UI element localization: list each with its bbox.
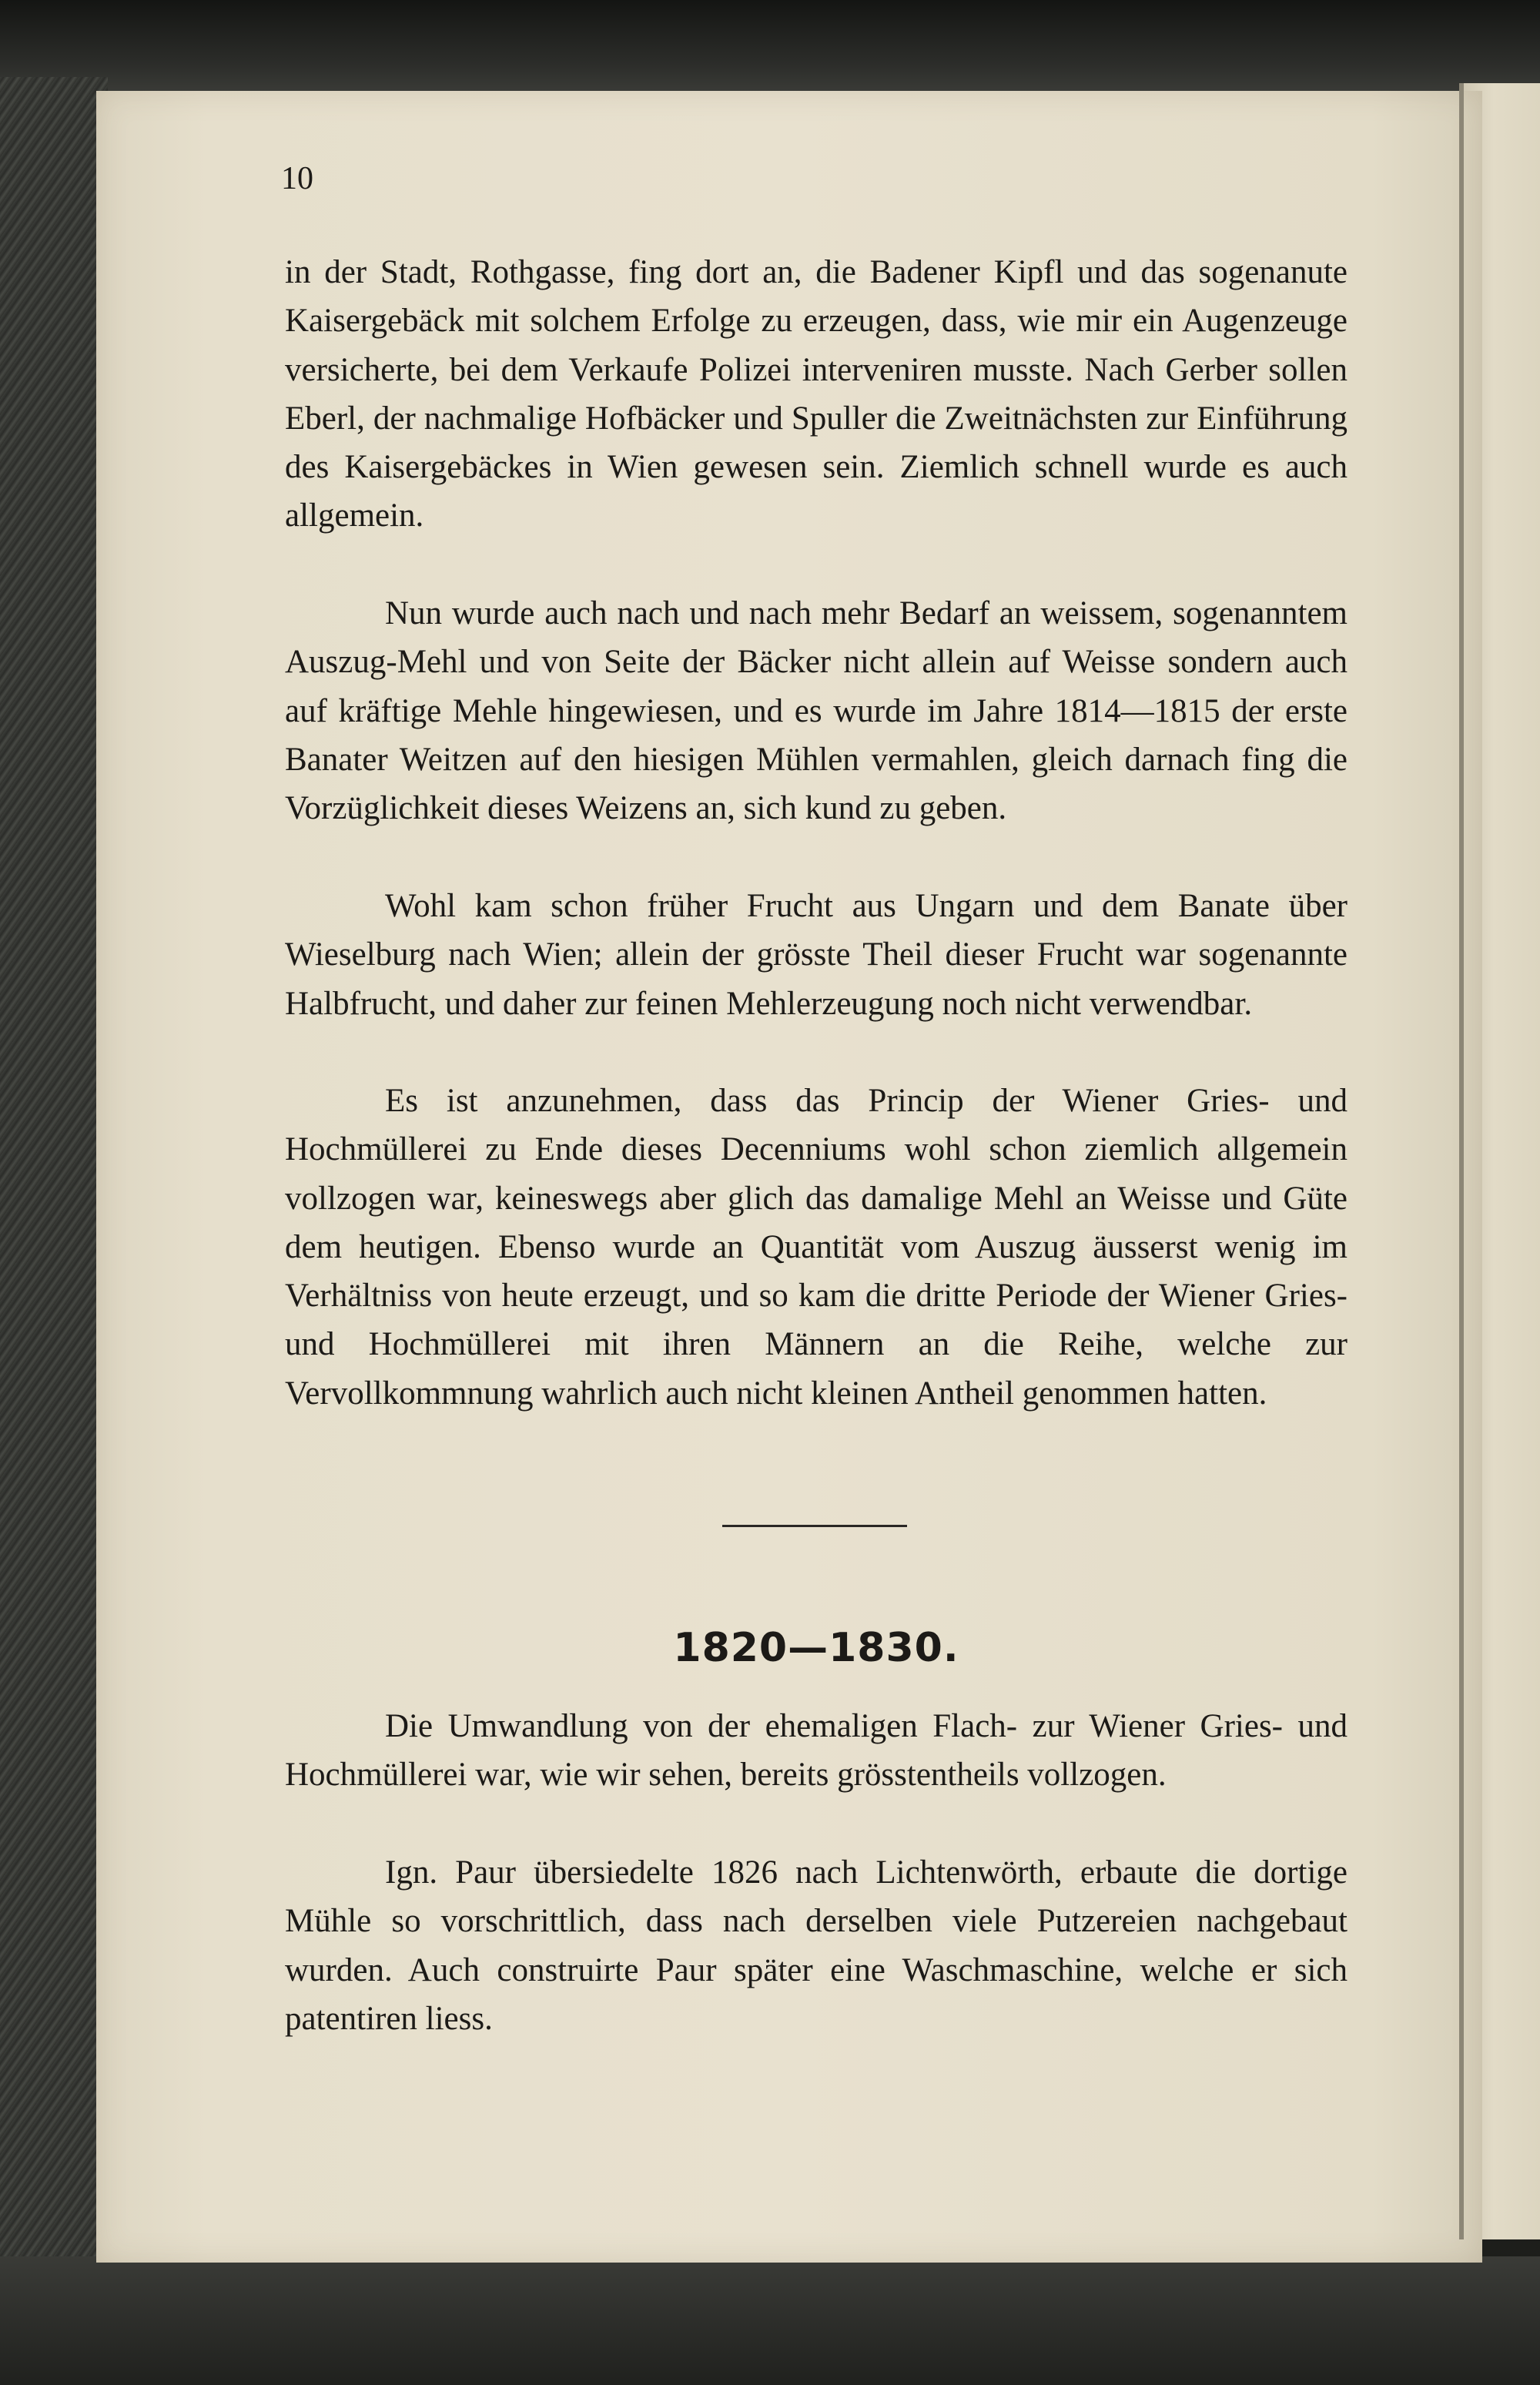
section-heading: 1820—1830.: [673, 1625, 959, 1671]
page-number: 10: [281, 161, 313, 196]
book-cover-left-edge: [0, 77, 108, 2310]
page-gutter-shadow: [1459, 83, 1464, 2239]
paragraph-1: in der Stadt, Rothgasse, fing dort an, die Badener Kipfl und das sogenanute Kaisergebäck mit solchem Erfolge zu erzeugen, dass, wie mir ein Augenzeuge versicherte, bei dem Verkaufe Polizei interveniren musste. Nach Gerber sollen Eberl, der nachmalige Hofbäcker und Spuller die Zweitnächsten zur Einführung des Kaisergebäckes in Wien gewesen sein. Ziemlich schnell wurde es auch allgemein.: [285, 254, 1348, 534]
book-cover-top-edge: [0, 0, 1540, 92]
section-paragraph-2: Ign. Paur übersiedelte 1826 nach Lichtenwörth, erbaute die dortige Mühle so vorschrittlich, dass nach derselben viele Putzereien nachgebaut wurden. Auch construirte Paur später eine Waschmaschine, welche er sich patentiren liess.: [285, 1854, 1348, 2037]
paragraph-3: Wohl kam schon früher Frucht aus Ungarn und dem Banate über Wieselburg nach Wien; allein der grösste Theil dieser Frucht war sogenannte Halbfrucht, und daher zur feinen Mehlerzeugung noch nicht verwendbar.: [285, 888, 1348, 1022]
book-cover-bottom-edge: [0, 2256, 1540, 2385]
section-paragraph-1: Die Umwandlung von der ehemaligen Flach- zur Wiener Gries- und Hochmüllerei war, wie wir sehen, bereits grösstentheils vollzogen.: [285, 1708, 1348, 1794]
paragraph-4: Es ist anzunehmen, dass das Princip der Wiener Gries- und Hochmüllerei zu Ende dieses Decenniums wohl schon ziemlich allgemein vollzogen war, keineswegs aber glich das damalige Mehl an Weisse und Güte dem heutigen. Ebenso wurde an Quantität vom Auszug äusserst wenig im Verhältniss von heute erzeugt, und so kam die dritte Periode der Wiener Gries- und Hochmüllerei mit ihren Männern an die Reihe, welche zur Vervollkommnung wahrlich auch nicht kleinen Antheil genommen hatten.: [285, 1083, 1348, 1412]
section-divider-rule: [722, 1525, 907, 1527]
paragraph-2: Nun wurde auch nach und nach mehr Bedarf an weissem, sogenanntem Auszug-Mehl und von Seite der Bäcker nicht allein auf Weisse sondern auch auf kräftige Mehle hingewiesen, und es wurde im Jahre 1814—1815 der erste Banater Weitzen auf den hiesigen Mühlen vermahlen, gleich darnach fing die Vorzüglichkeit dieses Weizens an, sich kund zu geben.: [285, 595, 1348, 827]
